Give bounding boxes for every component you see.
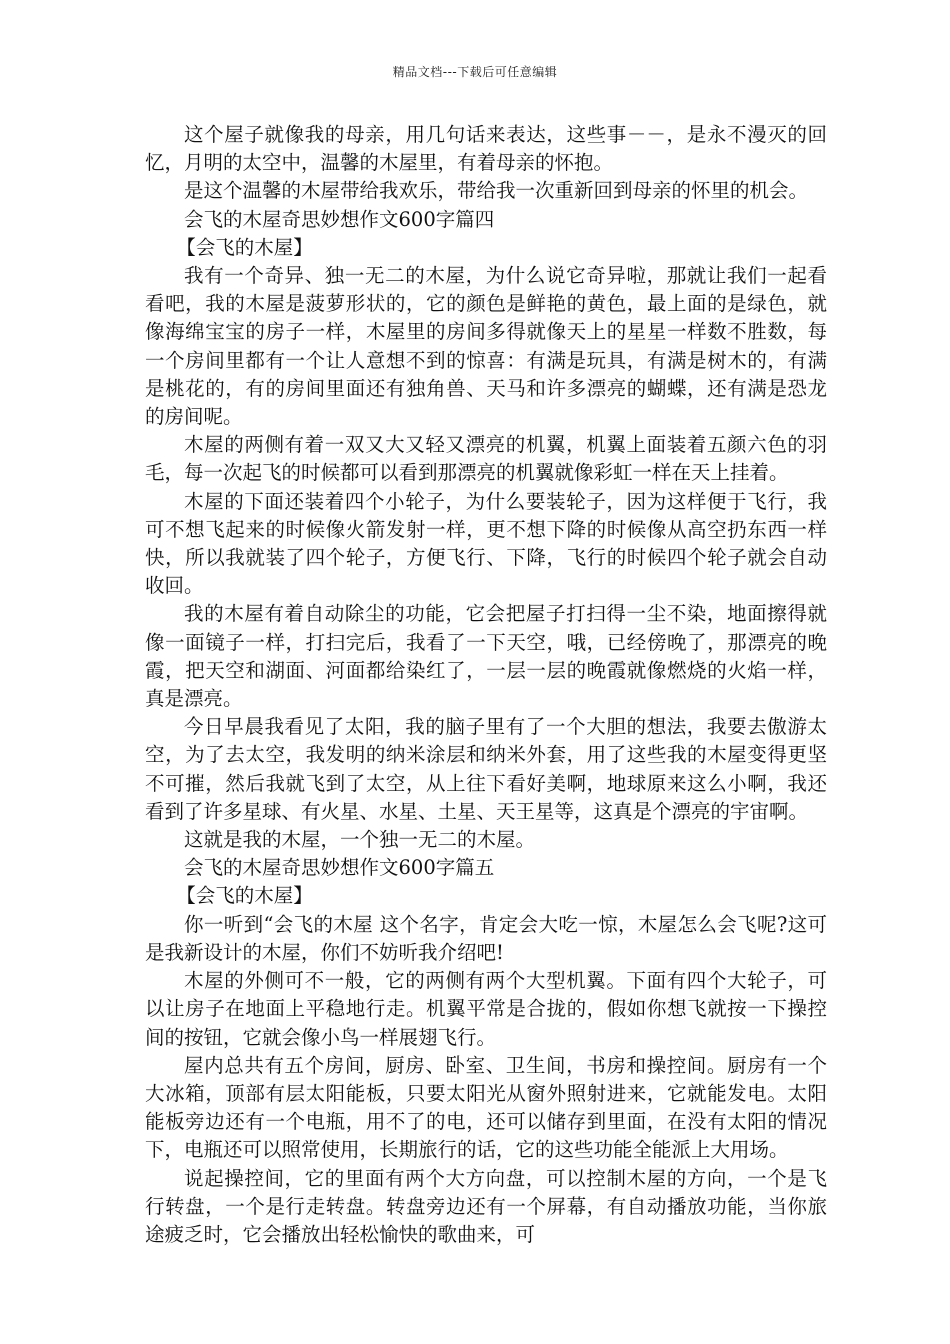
- paragraph: 你一听到“会飞的木屋 这个名字，肯定会大吃一惊，木屋怎么会飞呢?这可是我新设计的木屋，你们不妨听我介绍吧!: [145, 912, 827, 964]
- document-body: [145, 121, 827, 1249]
- paragraph: 今日早晨我看见了太阳，我的脑子里有了一个大胆的想法，我要去傲游太空，为了去太空，我发明的纳米涂层和纳米外套，用了这些我的木屋变得更坚不可摧，然后我就飞到了太空，从上往下看好美啊，地球原来这么小啊，我还看到了许多星球、有火星、水星、土星、天王星等，这真是个漂亮的宇宙啊。: [145, 715, 827, 823]
- paragraph: 这就是我的木屋，一个独一无二的木屋。: [184, 828, 536, 852]
- section-title: 会飞的木屋奇思妙想作文600字篇四: [184, 207, 495, 231]
- paragraph: 我的木屋有着自动除尘的功能，它会把屋子打扫得一尘不染，地面擦得就像一面镜子一样，打扫完后，我看了一下天空，哦，已经傍晚了，那漂亮的晚霞，把天空和湖面、河面都给染红了，一层一层的晚霞就像燃烧的火焰一样，真是漂亮。: [145, 602, 827, 711]
- paragraph: 这个屋子就像我的母亲，用几句话来表达，这些事－－，是永不漫灭的回忆，月明的太空中，温馨的木屋里，有着母亲的怀抱。: [145, 123, 827, 175]
- paragraph: 是这个温馨的木屋带给我欢乐，带给我一次重新回到母亲的怀里的机会。: [184, 179, 809, 203]
- paragraph: 木屋的两侧有着一双又大又轻又漂亮的机翼，机翼上面装着五颜六色的羽毛，每一次起飞的时候都可以看到那漂亮的机翼就像彩虹一样在天上挂着。: [145, 433, 827, 485]
- section-subtitle: 【会飞的木屋】: [176, 884, 313, 908]
- paragraph: 木屋的外侧可不一般，它的两侧有两个大型机翼。下面有四个大轮子，可以让房子在地面上平稳地行走。机翼平常是合拢的，假如你想飞就按一下操控间的按钮，它就会像小鸟一样展翅飞行。: [145, 969, 827, 1049]
- paragraph: 屋内总共有五个房间，厨房、卧室、卫生间，书房和操控间。厨房有一个大冰箱，顶部有层太阳能板，只要太阳光从窗外照射进来，它就能发电。太阳能板旁边还有一个电瓶，用不了的电，还可以储存到里面，在没有太阳的情况下，电瓶还可以照常使用，长期旅行的话，它的这些功能全能派上大用场。: [145, 1053, 827, 1162]
- page-header: 精品文档---下载后可任意编辑: [392, 65, 558, 79]
- paragraph: 木屋的下面还装着四个小轮子，为什么要装轮子，因为这样便于飞行，我可不想飞起来的时候像火箭发射一样，更不想下降的时候像从高空扔东西一样快，所以我就装了四个轮子，方便飞行、下降，飞行的时候四个轮子就会自动收回。: [145, 489, 827, 598]
- section-subtitle: 【会飞的木屋】: [176, 235, 313, 259]
- section-title: 会飞的木屋奇思妙想作文600字篇五: [184, 856, 495, 880]
- paragraph: 说起操控间，它的里面有两个大方向盘，可以控制木屋的方向，一个是飞行转盘，一个是行走转盘。转盘旁边还有一个屏幕，有自动播放功能，当你旅途疲乏时，它会播放出轻松愉快的歌曲来，可: [145, 1166, 827, 1246]
- paragraph: 我有一个奇异、独一无二的木屋，为什么说它奇异啦，那就让我们一起看看吧，我的木屋是菠萝形状的，它的颜色是鲜艳的黄色，最上面的是绿色，就像海绵宝宝的房子一样，木屋里的房间多得就像天上的星星一样数不胜数，每一个房间里都有一个让人意想不到的惊喜：有满是玩具，有满是树木的，有满是桃花的，有的房间里面还有独角兽、天马和许多漂亮的蝴蝶，还有满是恐龙的房间呢。: [145, 264, 827, 429]
